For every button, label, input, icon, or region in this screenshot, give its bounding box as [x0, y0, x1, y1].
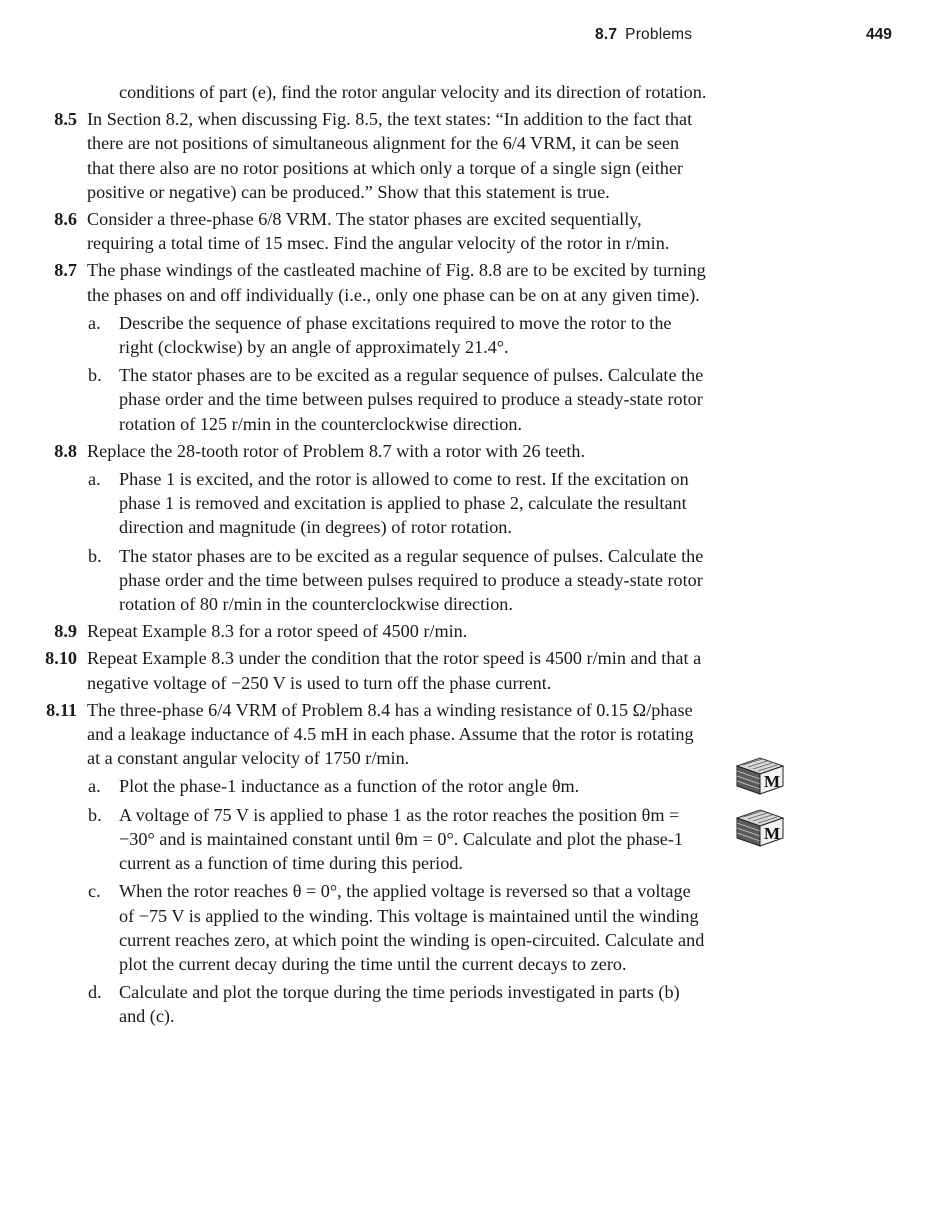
problem-text: In Section 8.2, when discussing Fig. 8.5, the text states: “In addition to the fact that there are not positions of simultaneous alignment for the 6/4 VRM, it can be seen that there also are no rotor positions at which only a torque of a single sign (either positive or negative) can be produced.” Show that this statement is true.	[87, 109, 693, 202]
problem-text: The phase windings of the castleated machine of Fig. 8.8 are to be excited by turning the phases on and off individually (i.e., only one phase can be on at any given time).	[87, 260, 706, 305]
problem-8-11-part-b	[0, 803, 709, 876]
problem-text: Repeat Example 8.3 for a rotor speed of 4500 r/min.	[87, 621, 468, 642]
problem-8-11-part-a	[0, 774, 709, 798]
problem-8-8	[0, 439, 709, 463]
part-text: The stator phases are to be excited as a regular sequence of pulses. Calculate the phase order and the time between pulses required to produce a steady-state rotor rotation of 80 r/min in the counterclockwise direction.	[119, 545, 704, 615]
problem-8-7-part-a	[0, 311, 709, 359]
part-text: Calculate and plot the torque during the time periods investigated in parts (b) and (c).	[119, 982, 680, 1027]
part-text: A voltage of 75 V is applied to phase 1 as the rotor reaches the position θm = −30° and is maintained constant until θm = 0°. Calculate and plot the phase-1 current as a function of time during this period.	[119, 804, 684, 874]
problem-8-5	[0, 107, 709, 204]
part-label: d.	[88, 982, 102, 1003]
running-head-section	[595, 26, 692, 44]
problem-number: 8.5	[54, 109, 77, 130]
part-label: a.	[88, 469, 101, 490]
part-label: c.	[88, 881, 101, 902]
part-text: When the rotor reaches θ = 0°, the applied voltage is reversed so that a voltage of −75 V is applied to the winding. This voltage is maintained until the winding current reaches zero, at which point the winding is open-circuited. Calculate and plot the current decay during the time until the current decays to zero.	[119, 881, 705, 974]
part-label: b.	[88, 545, 102, 566]
problem-8-11-part-c	[0, 879, 709, 976]
problem-8-7	[0, 258, 709, 306]
icon-letter: M	[764, 824, 781, 843]
part-label: a.	[88, 776, 101, 797]
continued-text: conditions of part (e), find the rotor angular velocity and its direction of rotation.	[119, 82, 707, 102]
problem-text: Consider a three-phase 6/8 VRM. The stator phases are excited sequentially, requiring a total time of 15 msec. Find the angular velocity of the rotor in r/min.	[87, 209, 670, 254]
problem-number: 8.8	[54, 440, 77, 461]
part-label: b.	[88, 365, 102, 386]
part-text: Describe the sequence of phase excitations required to move the rotor to the right (clockwise) by an angle of approximately 21.4°.	[119, 312, 672, 358]
problem-list	[0, 80, 936, 1032]
part-text: The stator phases are to be excited as a regular sequence of pulses. Calculate the phase order and the time between pulses required to produce a steady-state rotor rotation of 125 r/min in the counterclockwise direction.	[119, 365, 704, 434]
problem-8-8-part-b	[0, 544, 709, 617]
problem-text: The three-phase 6/4 VRM of Problem 8.4 has a winding resistance of 0.15 Ω/phase and a leakage inductance of 4.5 mH in each phase. Assume that the rotor is rotating at a constant angular velocity of 1750 r/min.	[87, 699, 694, 769]
section-title: Problems	[625, 26, 693, 43]
part-text: Plot the phase-1 inductance as a function of the rotor angle θm.	[119, 776, 580, 797]
part-text: Phase 1 is excited, and the rotor is allowed to come to rest. If the excitation on phase 1 is removed and excitation is applied to phase 2, calculate the resultant direction and magnitude (in degrees) of rotor rotation.	[119, 469, 689, 538]
part-label: a.	[88, 312, 101, 333]
problem-text: Repeat Example 8.3 under the condition that the rotor speed is 4500 r/min and that a negative voltage of −250 V is used to turn off the phase current.	[87, 648, 702, 693]
problem-8-6	[0, 207, 709, 255]
problem-number: 8.6	[54, 209, 77, 230]
problem-number: 8.11	[46, 699, 77, 720]
problem-8-7-part-b	[0, 363, 709, 436]
part-label: b.	[88, 804, 102, 825]
problem-number: 8.7	[54, 260, 77, 281]
icon-letter: M	[764, 772, 781, 791]
problem-8-11	[0, 698, 709, 771]
problem-8-9	[0, 619, 709, 643]
section-number: 8.7	[595, 26, 618, 43]
matlab-cube-icon	[729, 754, 791, 796]
running-header	[0, 26, 936, 48]
problem-8-8-part-a	[0, 467, 709, 540]
problem-8-10	[0, 646, 709, 694]
problem-text: Replace the 28-tooth rotor of Problem 8.7 with a rotor with 26 teeth.	[87, 440, 586, 461]
problem-number: 8.9	[54, 621, 77, 642]
problem-number: 8.10	[45, 648, 77, 669]
problem-8-11-part-d	[0, 980, 709, 1028]
page-number: 449	[866, 26, 892, 43]
matlab-cube-icon	[729, 806, 791, 848]
